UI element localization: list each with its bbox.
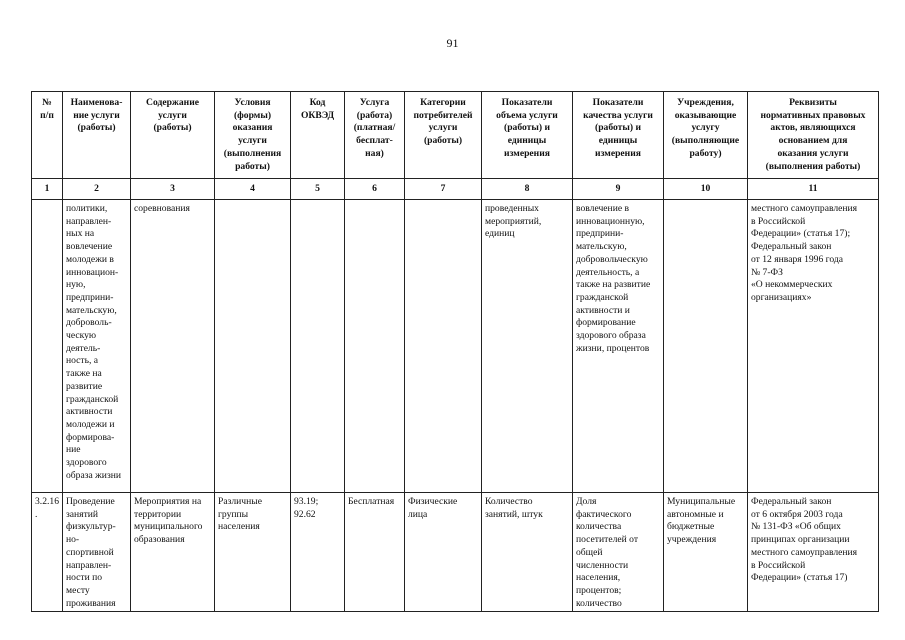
column-number-cell: 7 <box>405 179 482 200</box>
table-cell: политики, направлен- ных на вовлечение молодежи в инновацион- ную, предприни- мательскую, доброволь- ческую деятель- ность, а также на развитие гражданской активности молодежи и формирова- ние здорового образа жизни <box>63 200 131 493</box>
column-number-cell: 2 <box>63 179 131 200</box>
table-cell: Проведение занятий физкультур- но- спортивной направлен- ности по месту проживания <box>63 493 131 612</box>
table-cell <box>291 200 345 493</box>
table-cell: местного самоуправления в Российской Федерации» (статья 17); Федеральный закон от 12 января 1996 года № 7-ФЗ «О некоммерческих организациях» <box>748 200 879 493</box>
table-cell: 3.2.16. <box>32 493 63 612</box>
page-number: 91 <box>446 36 459 50</box>
table-cell: Количество занятий, штук <box>482 493 573 612</box>
table-cell <box>664 200 748 493</box>
table-cell: Муниципальные автономные и бюджетные учреждения <box>664 493 748 612</box>
table-cell: вовлечение в инновационную, предприни- мательскую, добровольческую деятельность, а также на развитие гражданской активности и формирование здорового образа жизни, процентов <box>573 200 664 493</box>
table-cell: проведенных мероприятий, единиц <box>482 200 573 493</box>
table-cell: Доля фактического количества посетителей от общей численности населения, процентов; количество <box>573 493 664 612</box>
column-number-cell: 11 <box>748 179 879 200</box>
table-cell <box>32 200 63 493</box>
column-number-cell: 6 <box>345 179 405 200</box>
header-cell: Категории потребителей услуги (работы) <box>405 92 482 179</box>
table-cell <box>215 200 291 493</box>
table-cell <box>345 200 405 493</box>
table-cell: Мероприятия на территории муниципального образования <box>131 493 215 612</box>
table-cell: 93.19; 92.62 <box>291 493 345 612</box>
column-number-cell: 10 <box>664 179 748 200</box>
table-cell: Физические лица <box>405 493 482 612</box>
table-cell: Различные группы населения <box>215 493 291 612</box>
header-cell: Показатели объема услуги (работы) и единицы измерения <box>482 92 573 179</box>
column-number-cell: 1 <box>32 179 63 200</box>
table-cell: Бесплатная <box>345 493 405 612</box>
header-cell: Реквизиты нормативных правовых актов, являющихся основанием для оказания услуги (выполнения работы) <box>748 92 879 179</box>
header-row <box>32 92 879 179</box>
services-table <box>31 91 879 612</box>
table-row <box>32 200 879 493</box>
header-cell: Показатели качества услуги (работы) и единицы измерения <box>573 92 664 179</box>
table-cell: Федеральный закон от 6 октября 2003 года № 131-ФЗ «Об общих принципах организации местного самоуправления в Российской Федерации» (статья 17) <box>748 493 879 612</box>
table-row <box>32 493 879 612</box>
header-cell: Наименова- ние услуги (работы) <box>63 92 131 179</box>
header-cell: Содержание услуги (работы) <box>131 92 215 179</box>
column-number-cell: 9 <box>573 179 664 200</box>
header-cell: № п/п <box>32 92 63 179</box>
header-cell: Учреждения, оказывающие услугу (выполняющие работу) <box>664 92 748 179</box>
header-cell: Код ОКВЭД <box>291 92 345 179</box>
column-number-cell: 5 <box>291 179 345 200</box>
header-cell: Условия (формы) оказания услуги (выполнения работы) <box>215 92 291 179</box>
column-number-row <box>32 179 879 200</box>
column-number-cell: 4 <box>215 179 291 200</box>
table-cell <box>405 200 482 493</box>
table-cell: соревнования <box>131 200 215 493</box>
column-number-cell: 3 <box>131 179 215 200</box>
column-number-cell: 8 <box>482 179 573 200</box>
header-cell: Услуга (работа) (платная/ бесплат- ная) <box>345 92 405 179</box>
